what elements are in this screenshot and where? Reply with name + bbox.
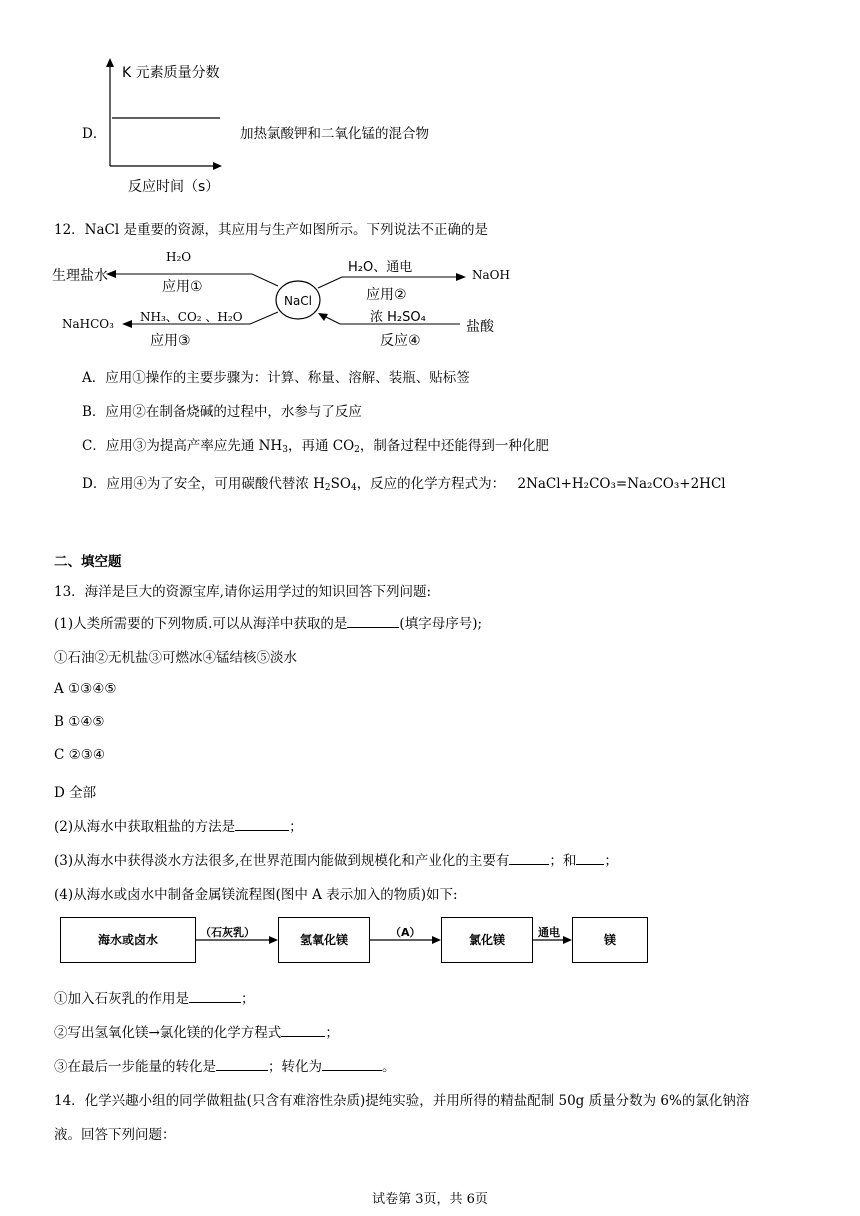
q11d-x-axis-label: 反应时间（s）: [128, 179, 220, 195]
target-nahco3: NaHCO₃: [62, 317, 114, 331]
flow-box-mg-hydroxide: 氢氧化镁: [278, 917, 370, 963]
q13-option-b[interactable]: B ①④⑤: [54, 714, 105, 730]
q13-part1: (1)人类所需要的下列物质.可以从海洋中获取的是 (填字母序号);: [54, 612, 482, 632]
q13-sub1: ①加入石灰乳的作用是 ；: [54, 987, 255, 1007]
reagent-h2o-electrolysis: H₂O、通电: [348, 260, 413, 275]
reagent-h2o-left: H₂O: [166, 250, 192, 264]
q13-stem: 13．海洋是巨大的资源宝库,请你运用学过的知识回答下列问题:: [54, 584, 432, 600]
section-title: 二、填空题: [54, 554, 122, 570]
q13-sub3: ③在最后一步能量的转化是 ；转化为 。: [54, 1055, 396, 1075]
label-reaction-4: 反应④: [380, 333, 421, 349]
flow-arrow3-label: 通电: [538, 926, 560, 939]
x-axis-arrow: [213, 162, 222, 170]
flow-box-mg: 镁: [572, 917, 648, 963]
q13-option-c[interactable]: C ②③④: [54, 747, 105, 763]
q13-option-d[interactable]: D 全部: [54, 785, 97, 801]
blank[interactable]: [216, 1056, 268, 1071]
q13-part3: (3)从海水中获得淡水方法很多,在世界范围内能做到规模化和产业化的主要有 ；和 ；: [54, 849, 618, 869]
flow-arrow1-label: （石灰乳）: [200, 926, 255, 939]
target-hydrochloric-acid: 盐酸: [466, 319, 494, 335]
blank[interactable]: [509, 850, 549, 865]
q12-option-c[interactable]: C．应用③为提高产率应先通 $NH_3$，再通 $CO_2$，制备过程中还能得到一种化肥: [82, 438, 549, 455]
reagent-conc-h2so4: 浓 H₂SO₄: [370, 310, 426, 325]
nacl-label: NaCl: [283, 294, 313, 308]
q13-part2: (2)从海水中获取粗盐的方法是 ；: [54, 815, 303, 835]
blank[interactable]: [235, 816, 289, 831]
blank[interactable]: [189, 988, 241, 1003]
q11d-option-label: D．: [82, 126, 107, 142]
blank[interactable]: [576, 850, 604, 865]
q12-d-equation: 2NaCl+H₂CO₃=Na₂CO₃+2HCl: [517, 476, 726, 492]
q14-line1: 14．化学兴趣小组的同学做粗盐(只含有难溶性杂质)提纯实验，并用所得的精盐配制 50g 质量分数为 6%的氯化钠溶: [54, 1093, 750, 1109]
target-naoh: NaOH: [472, 268, 510, 282]
q12-stem: 12．NaCl 是重要的资源，其应用与生产如图所示。下列说法不正确的是: [54, 222, 488, 238]
q13-option-a[interactable]: A ①③④⑤: [54, 681, 117, 697]
q12-option-a[interactable]: A．应用①操作的主要步骤为：计算、称量、溶解、装瓶、贴标签: [82, 370, 470, 386]
q12-option-d[interactable]: D．应用④为了安全，可用碳酸代替浓 $H_2SO_4$，反应的化学方程式为： 2NaCl+H₂CO₃=Na₂CO₃+2HCl: [82, 476, 726, 493]
q12-option-b[interactable]: B．应用②在制备烧碱的过程中，水参与了反应: [82, 404, 362, 420]
q14-line2: 液。回答下列问题：: [54, 1127, 176, 1143]
label-application-1: 应用①: [162, 279, 203, 295]
reagent-nh3-co2-h2o: NH₃、CO₂ 、H₂O: [140, 310, 243, 324]
q13-sub2: ②写出氢氧化镁→氯化镁的化学方程式 ；: [54, 1021, 339, 1041]
y-axis-arrow: [106, 58, 114, 67]
page-footer: 试卷第 3页，共 6页: [372, 1192, 488, 1207]
q11d-y-axis-label: K 元素质量分数: [122, 65, 220, 81]
q11d-description: 加热氯酸钾和二氧化锰的混合物: [240, 126, 429, 142]
flow-box-mg-chloride: 氯化镁: [441, 917, 533, 963]
flow-box-seawater: 海水或卤水: [60, 917, 196, 963]
label-application-2: 应用②: [366, 287, 407, 303]
blank[interactable]: [281, 1022, 325, 1037]
q13-part4: (4)从海水或卤水中制备金属镁流程图(图中 A 表示加入的物质)如下:: [54, 887, 458, 903]
q13-items: ①石油②无机盐③可燃冰④锰结核⑤淡水: [54, 650, 297, 666]
q12-diagram: [50, 244, 530, 352]
target-saline: 生理盐水: [52, 268, 108, 284]
label-application-3: 应用③: [150, 333, 191, 349]
blank[interactable]: [322, 1056, 382, 1071]
flow-arrow2-label: （A）: [390, 926, 421, 939]
blank[interactable]: [347, 613, 399, 628]
